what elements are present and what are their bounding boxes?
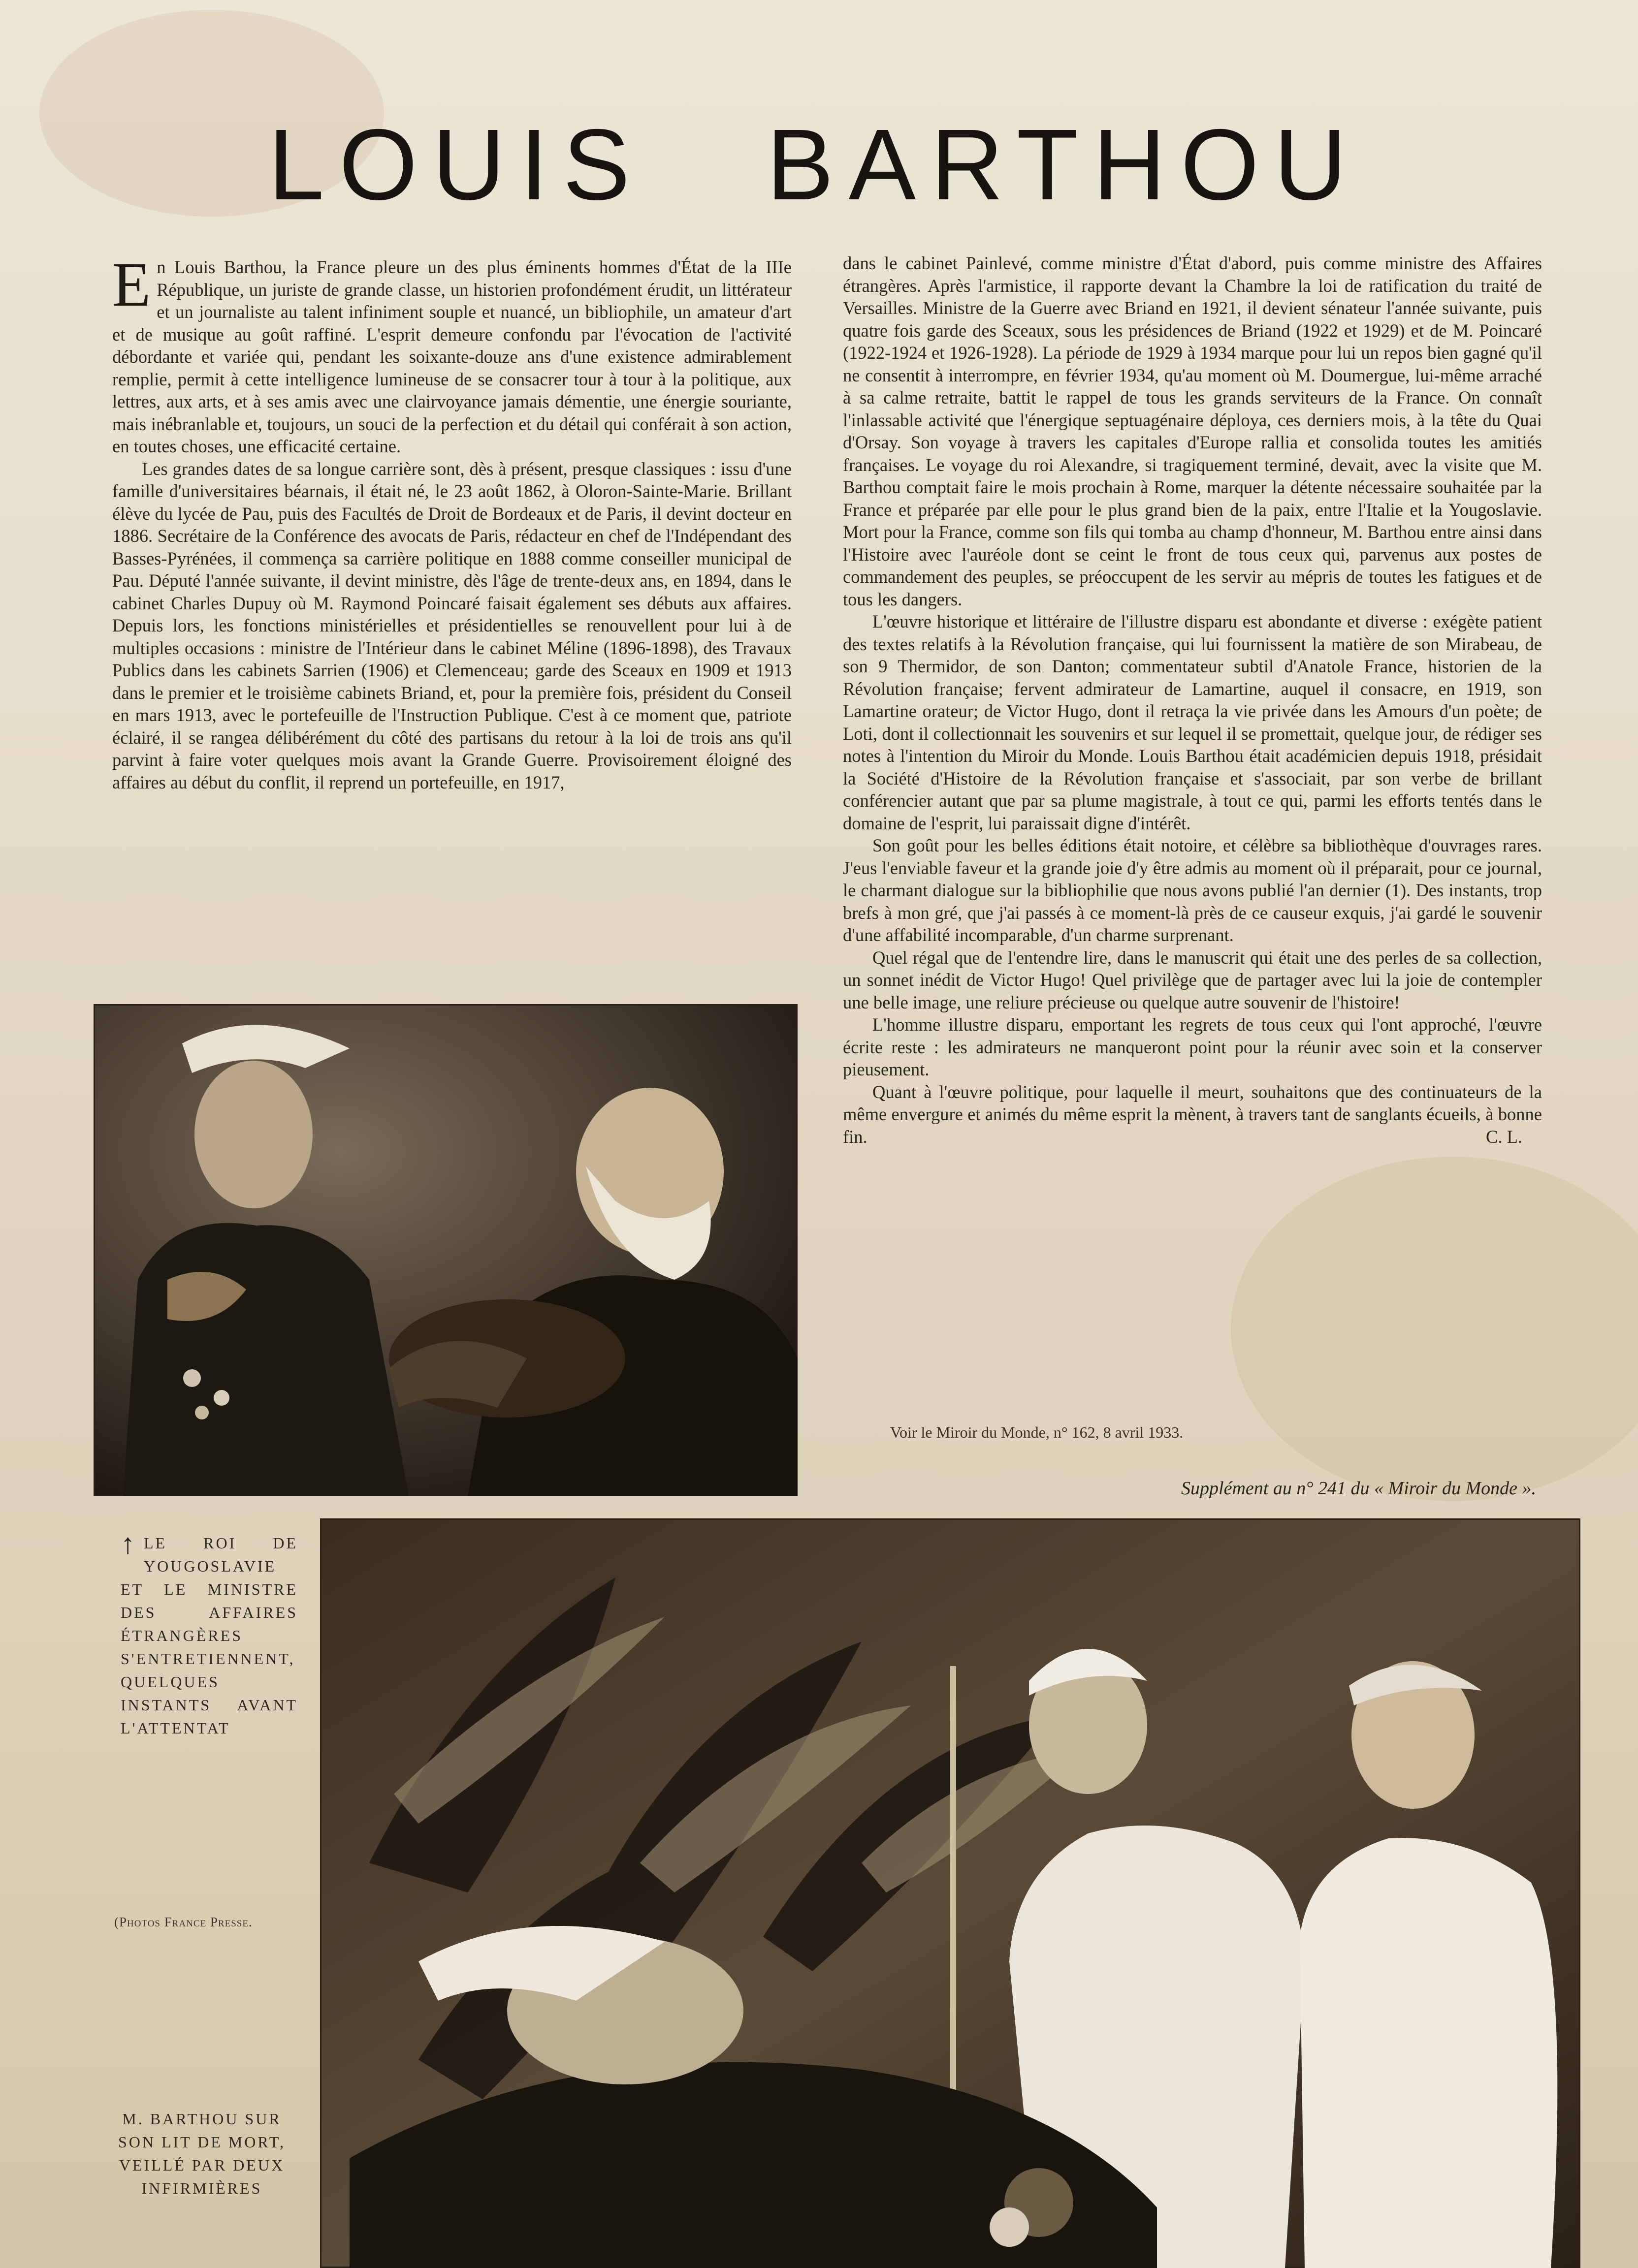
drop-cap: E: [112, 250, 151, 319]
paper-stain: [1231, 1157, 1638, 1501]
article-paragraph: dans le cabinet Painlevé, comme ministre d'État d'abord, puis comme ministre des Affaires étrangères. Après l'armistice, il rapporte devant la Chambre la loi de ratification du traité de Versailles. Ministre de la Guerre avec Briand en 1921, il devient sénateur l'année suivante, puis quatre fois garde des Sceaux, sous les présidences de Briand (1922 et 1929) et de M. Poincaré (1922-1924 et 1926-1928). La période de 1929 à 1934 marque pour lui un repos bien gagné qu'il ne consentit à interrompre, en février 1934, qu'au moment où M. Doumergue, lui-même arraché à sa calme retraite, battit le rappel de tous les grands serviteurs de la France. On connaît l'inlassable activité que l'énergique septuagénaire déploya, ces derniers mois, à la tête du Quai d'Orsay. Son voyage à travers les capitales d'Europe rallia et consolida toutes les amitiés françaises. Le voyage du roi Alexandre, si tragiquement terminé, devait, avec la visite que M. Barthou comptait faire le mois prochain à Rome, marquer la détente nécessaire souhaitée par la France et préparée par elle pour le plus grand bien de la paix, entre l'Italie et la Yougoslavie. Mort pour la France, comme son fils qui tomba au champ d'honneur, M. Barthou entre ainsi dans l'Histoire avec l'auréole dont se ceint le front de tous ceux qui, parvenus aux postes de commandement des peuples, se préoccupent de les servir au mépris de toutes les fatigues et de tous les dangers.: [843, 253, 1542, 609]
photo-caption-top: [121, 1528, 298, 1740]
article-paragraph: [843, 1081, 1542, 1148]
article-paragraph: Son goût pour les belles éditions était notoire, et célèbre sa bibliothèque d'ouvrages rares. J'eus l'enviable faveur et la grande joie d'y être admis au moment où il préparait, pour ce journal, le charmant dialogue sur la bibliophilie que nous avons publié l'an dernier (1). Des instants, trop brefs à mon gré, que j'ai passés à ce moment-là près de ce causeur exquis, j'ai gardé le souvenir d'une affabilité incomparable, d'un charme surprenant.: [843, 835, 1542, 945]
article-title: LOUIS BARTHOU: [268, 108, 1362, 221]
paragraph-text: Quant à l'œuvre politique, pour laquelle il meurt, souhaitons que des continuateurs de la même envergure et animés du même esprit la mènent, à travers tant de sanglants écueils, à bonne fin.: [843, 1081, 1542, 1147]
photo-deathbed-image: [320, 1518, 1580, 2268]
article-paragraph: Les grandes dates de sa longue carrière sont, dès à présent, presque classiques : issu d'une famille d'universitaires béarnais, il était né, le 23 août 1862, à Oloron-Sainte-Marie. Brillant élève du lycée de Pau, puis des Facultés de Droit de Bordeaux et de Paris, il devint docteur en 1886. Secrétaire de la Conférence des avocats de Paris, rédacteur en chef de l'Indépendant des Basses-Pyrénées, il commença sa carrière politique en 1888 comme conseiller municipal de Pau. Député l'année suivante, il devint ministre, dès l'âge de trente-deux ans, en 1894, dans le cabinet Charles Dupuy où M. Raymond Poincaré faisait également ses débuts aux affaires. Depuis lors, les fonctions ministérielles et présidentielles se renouvellent pour lui à de multiples occasions : ministre de l'Intérieur dans le cabinet Méline (1896-1898), des Travaux Publics dans les cabinets Sarrien (1906) et Clemenceau; garde des Sceaux en 1909 et 1913 dans le premier et le troisième cabinets Briand, et, pour la première fois, président du Conseil en mars 1913, avec le portefeuille de l'Instruction Publique. C'est à ce moment que, patriote éclairé, il se rangea délibérément du côté des partisans du retour à la loi de trois ans qu'il parvint à faire voter quelques mois avant la Grande Guerre. Provisoirement éloigné des affaires au début du conflit, il reprend un portefeuille, en 1917,: [112, 458, 792, 792]
photo-king-and-minister: [94, 1004, 798, 1496]
arrow-up-icon: ↑: [121, 1528, 137, 1560]
photo-credit: (Photos France Presse.: [114, 1915, 253, 1929]
paragraph-text: n Louis Barthou, la France pleure un des plus éminents hommes d'État de la IIIe République, un juriste de grande classe, un historien profondément érudit, un littérateur et un journaliste au talent infiniment souple et nuancé, un bibliophile, un amateur d'art et de musique au goût raffiné. L'esprit demeure confondu par l'évocation de l'activité débordante et variée qui, pendant les soixante-douze ans d'une existence admirablement remplie, permit à cette intelligence lumineuse de se consacrer tour à tour à la politique, aux lettres, aux arts, et à ses amis avec une clairvoyance jamais démentie, une énergie souriante, mais inébranlable et, toujours, un souci de la perfection et du détail qui conférait à son action, en toutes choses, une efficacité certaine.: [112, 257, 792, 456]
article-paragraph: [112, 250, 792, 458]
supplement-note: Supplément au n° 241 du « Miroir du Monde ».: [1181, 1478, 1536, 1499]
article-column-left: [112, 250, 792, 793]
see-reference: Voir le Miroir du Monde, n° 162, 8 avril 1933.: [890, 1423, 1184, 1441]
author-signature: C. L.: [1485, 1126, 1522, 1147]
article-paragraph: L'œuvre historique et littéraire de l'illustre disparu est abondante et diverse : exégète patient des textes relatifs à la Révolution française, qui lui fournissent la matière de son Mirabeau, de son 9 Thermidor, de son Danton; commentateur subtil d'Anatole France, historien de la Révolution française; fervent admirateur de Lamartine, auquel il consacre, en 1919, son Lamartine orateur; de Victor Hugo, dont il retraça la vie privée dans les Amours d'un poète; de Loti, dont il collectionnait les souvenirs et sur lequel il se promettait, quelque jour, de rédiger ses notes à l'intention du Miroir du Monde. Louis Barthou était académicien depuis 1918, présidait la Société d'Histoire de la Révolution française et s'associait, par son verbe de brillant conférencier autant que par sa plume magistrale, à tout ce qui, parmi les efforts tentés dans le domaine de l'esprit, lui paraissait digne d'intérêt.: [843, 611, 1542, 833]
photo-king-and-minister-image: [94, 1004, 798, 1496]
article-paragraph: Quel régal que de l'entendre lire, dans le manuscrit qui était une des perles de sa collection, un sonnet inédit de Victor Hugo! Quel privilège que de partager avec lui la joie de contempler une belle image, une reliure précieuse ou quelque autre souvenir de l'histoire!: [843, 947, 1542, 1012]
photo-deathbed: [320, 1518, 1580, 2268]
article-column-right: [843, 252, 1542, 1148]
article-paragraph: L'homme illustre disparu, emportant les regrets de tous ceux qui l'ont approché, l'œuvre écrite reste : les admirateurs ne manqueront point pour la réunir avec soin et la conserver pieusement.: [843, 1014, 1542, 1079]
caption-text: LE ROI DE YOUGOSLAVIE ET LE MINISTRE DES AFFAIRES ÉTRANGÈRES S'ENTRETIENNENT, QUELQUES INSTANTS AVANT L'ATTENTAT: [121, 1534, 298, 1737]
photo-caption-bottom: M. BARTHOU SUR SON LIT DE MORT, VEILLÉ PAR DEUX INFIRMIÈRES: [118, 2110, 286, 2197]
